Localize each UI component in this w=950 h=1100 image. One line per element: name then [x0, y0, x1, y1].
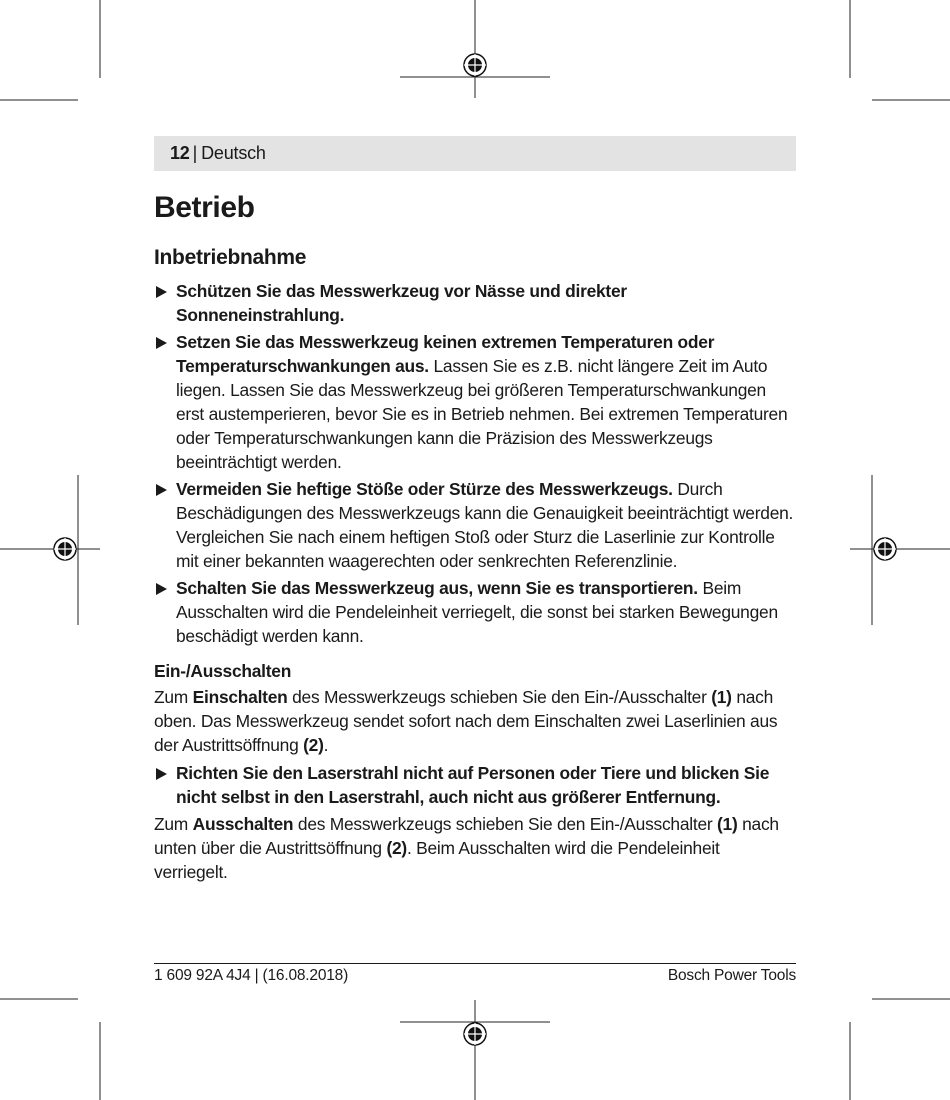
bullet-bold-text: Schalten Sie das Messwerkzeug aus, wenn Sie es transportieren. — [176, 578, 698, 598]
para-text: Zum — [154, 814, 189, 834]
part-reference: (1) — [711, 687, 732, 707]
header-separator: | — [192, 143, 198, 163]
part-reference: (2) — [303, 735, 324, 755]
bullet-bold-text: Setzen Sie das Messwerkzeug keinen extremen Temperaturen oder Temperaturschwankungen aus. — [176, 332, 715, 376]
switch-off-paragraph — [154, 812, 796, 884]
onoff-heading: Ein-/Ausschalten — [154, 661, 292, 681]
header-language: Deutsch — [201, 143, 266, 163]
safety-bullet — [154, 330, 796, 474]
para-text: nach unten über die Austrittsöffnung — [154, 814, 779, 858]
bullet-triangle-icon — [156, 768, 167, 780]
bullet-triangle-icon — [156, 286, 167, 298]
safety-bullet — [154, 279, 796, 327]
para-bold: Ausschalten — [192, 814, 294, 834]
page-footer — [154, 963, 796, 986]
safety-bullet — [154, 477, 796, 573]
page-content — [154, 186, 796, 888]
bullet-text: Lassen Sie es z.B. nicht längere Zeit im Auto liegen. Lassen Sie das Messwerkzeug bei größeren Temperaturschwankungen erst austemperieren, bevor Sie es in Betrieb nehmen. Bei extremen Temperaturen oder Temperaturschwankungen kann die Präzision des Messwerkzeugs beeinträchtigt werden. — [176, 356, 788, 472]
page-header — [154, 136, 796, 171]
para-text: des Messwerkzeugs schieben Sie den Ein-/Ausschalter — [292, 687, 707, 707]
safety-bullet — [154, 576, 796, 648]
subsection-title: Inbetriebnahme — [154, 246, 307, 269]
para-text: . Beim Ausschalten wird die Pendeleinheit verriegelt. — [154, 838, 720, 882]
bullet-text: Durch Beschädigungen des Messwerkzeugs kann die Genauigkeit beeinträchtigt werden. Vergleichen Sie nach einem heftigen Stoß oder Sturz die Laserlinie zur Kontrolle mit einer bekannten waagerechten oder senkrechten Referenzlinie. — [176, 479, 794, 571]
page-number: 12 — [170, 143, 190, 163]
bullet-triangle-icon — [156, 484, 167, 496]
part-reference: (1) — [717, 814, 738, 834]
warning-text: Richten Sie den Laserstrahl nicht auf Personen oder Tiere und blicken Sie nicht selbst in den Laserstrahl, auch nicht aus größerer Entfernung. — [176, 763, 770, 807]
para-text: des Messwerkzeugs schieben Sie den Ein-/Ausschalter — [297, 814, 713, 834]
para-text: Zum — [154, 687, 189, 707]
bullet-bold-text: Vermeiden Sie heftige Stöße oder Stürze des Messwerkzeugs. — [176, 479, 673, 499]
switch-on-paragraph — [154, 685, 796, 757]
para-bold: Einschalten — [192, 687, 288, 707]
laser-warning-bullet — [154, 761, 796, 809]
bullet-text: Beim Ausschalten wird die Pendeleinheit verriegelt, die sonst bei starken Bewegungen beschädigt werden kann. — [176, 578, 778, 646]
bullet-triangle-icon — [156, 337, 167, 349]
bullet-triangle-icon — [156, 583, 167, 595]
para-text: . — [323, 735, 329, 755]
para-text: nach oben. Das Messwerkzeug sendet sofort nach dem Einschalten zwei Laserlinien aus der Austrittsöffnung — [154, 687, 778, 755]
footer-doc-id: 1 609 92A 4J4 | (16.08.2018) — [154, 967, 349, 984]
part-reference: (2) — [386, 838, 407, 858]
section-title: Betrieb — [154, 191, 255, 224]
footer-brand: Bosch Power Tools — [667, 967, 796, 984]
bullet-bold-text: Schützen Sie das Messwerkzeug vor Nässe und direkter Sonneneinstrahlung. — [176, 281, 627, 325]
